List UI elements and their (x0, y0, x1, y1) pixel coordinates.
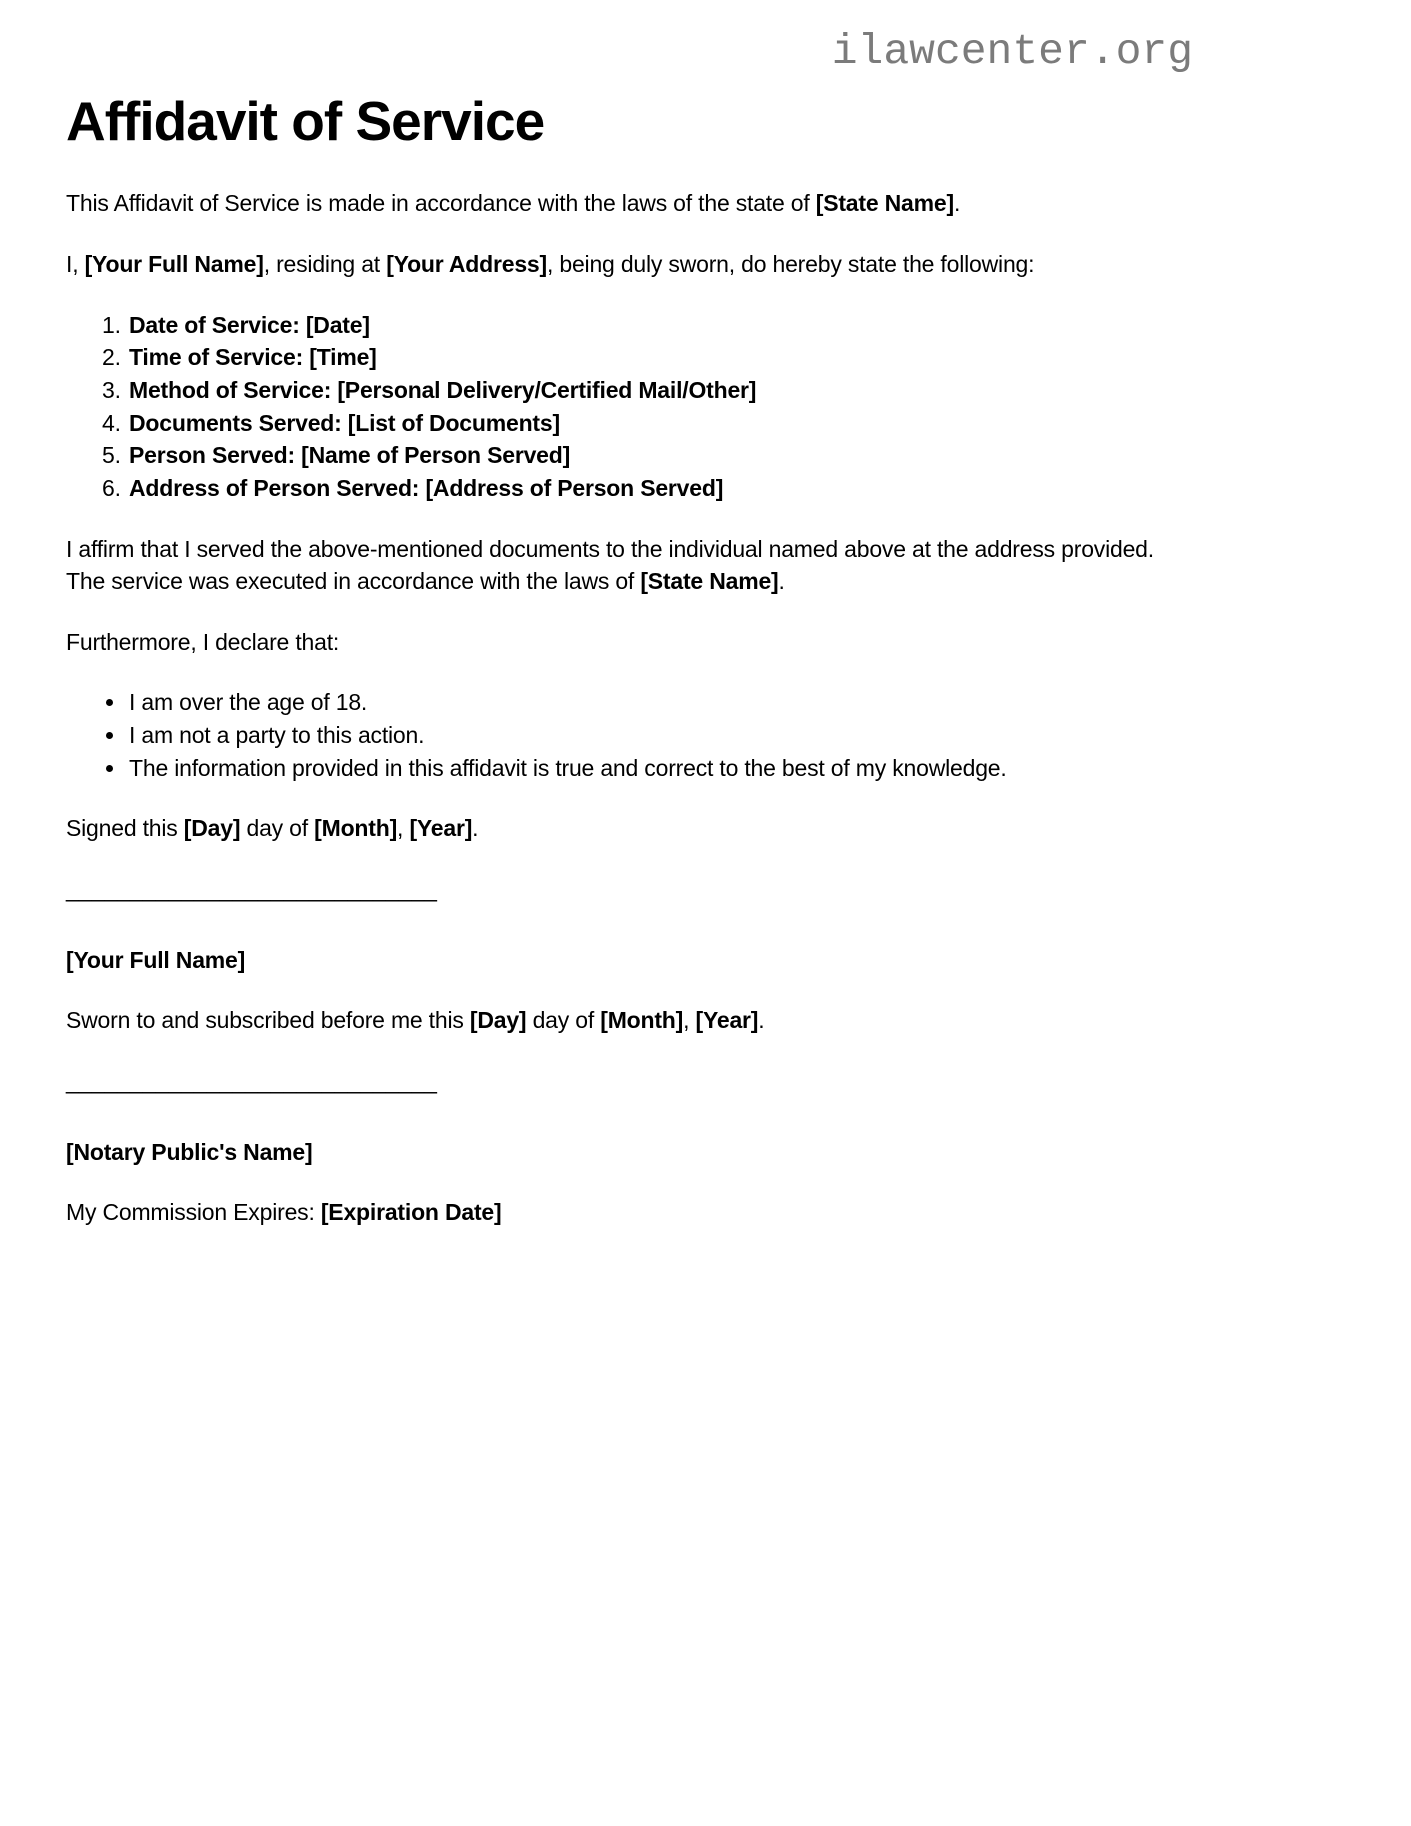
list-item-label: Documents Served: [List of Documents] (129, 409, 560, 436)
list-item-label: Time of Service: [Time] (129, 344, 377, 371)
year-placeholder: [Year] (695, 1007, 759, 1034)
list-item-date-of-service (127, 309, 1181, 342)
list-item-documents-served (127, 407, 1181, 440)
list-item-method-of-service (127, 374, 1181, 407)
signature-line: _____________________________ (66, 876, 437, 903)
declarant-text-3: , being duly sworn, do hereby state the following: (546, 250, 1035, 277)
day-placeholder: [Day] (469, 1007, 527, 1034)
list-item-address-of-person-served (127, 472, 1181, 505)
notary-name: [Notary Public's Name] (66, 1138, 313, 1165)
document-title: Affidavit of Service (66, 90, 545, 152)
sworn-text-3: , (683, 1007, 696, 1034)
intro-paragraph (66, 187, 1181, 220)
list-item-label: Person Served: [Name of Person Served] (129, 442, 571, 469)
declaration-text: I am over the age of 18. (129, 689, 368, 716)
declaration-text: The information provided in this affidavit is true and correct to the best of my knowledge. (129, 754, 1007, 781)
list-item-label: Date of Service: [Date] (129, 311, 370, 338)
year-placeholder: [Year] (409, 815, 473, 842)
signed-period: . (472, 815, 479, 842)
signatory-name: [Your Full Name] (66, 946, 246, 973)
declaration-item-age (127, 686, 1181, 719)
notary-signature-line: _____________________________ (66, 1068, 437, 1095)
month-placeholder: [Month] (314, 815, 398, 842)
declaration-item-not-a-party (127, 719, 1181, 752)
state-name-placeholder: [State Name] (640, 568, 779, 595)
your-full-name-placeholder: [Your Full Name] (84, 250, 264, 277)
commission-text: My Commission Expires: (66, 1199, 321, 1226)
sworn-text-1: Sworn to and subscribed before me this (66, 1007, 470, 1034)
declarant-text-1: I, (66, 250, 85, 277)
declarant-paragraph (66, 248, 1181, 281)
list-item-label: Method of Service: [Personal Delivery/Certified Mail/Other] (129, 376, 757, 403)
list-item-time-of-service (127, 341, 1181, 374)
list-item-person-served (127, 439, 1181, 472)
expiration-date-placeholder: [Expiration Date] (320, 1199, 502, 1226)
declaration-item-true-and-correct (127, 752, 1181, 785)
signed-text-2: day of (240, 815, 315, 842)
sworn-text-2: day of (526, 1007, 601, 1034)
your-address-placeholder: [Your Address] (386, 250, 547, 277)
intro-period: . (953, 190, 961, 217)
declarant-text-2: , residing at (263, 250, 387, 277)
declarations-list (66, 686, 1181, 784)
declaration-lead-paragraph: Furthermore, I declare that: (66, 628, 340, 655)
notary-sworn-line (66, 1004, 1181, 1037)
affirmation-text: I affirm that I served the above-mentioned documents to the individual named above at the address provided. The service was executed in accordance with the laws of (66, 535, 1154, 595)
commission-expiry-line (66, 1196, 1181, 1229)
intro-text: This Affidavit of Service is made in accordance with the laws of the state of (66, 190, 816, 217)
affirmation-paragraph (66, 533, 1181, 598)
state-name-placeholder: [State Name] (815, 190, 954, 217)
watermark-site-name: ilawcenter.org (831, 27, 1193, 76)
day-placeholder: [Day] (183, 815, 241, 842)
signed-date-line (66, 812, 1181, 845)
signed-text-1: Signed this (66, 815, 184, 842)
service-details-list (66, 309, 1181, 505)
list-item-label: Address of Person Served: [Address of Person Served] (129, 474, 724, 501)
sworn-period: . (758, 1007, 765, 1034)
month-placeholder: [Month] (600, 1007, 684, 1034)
signed-text-3: , (397, 815, 410, 842)
declaration-text: I am not a party to this action. (129, 722, 425, 749)
affirmation-period: . (778, 568, 785, 595)
